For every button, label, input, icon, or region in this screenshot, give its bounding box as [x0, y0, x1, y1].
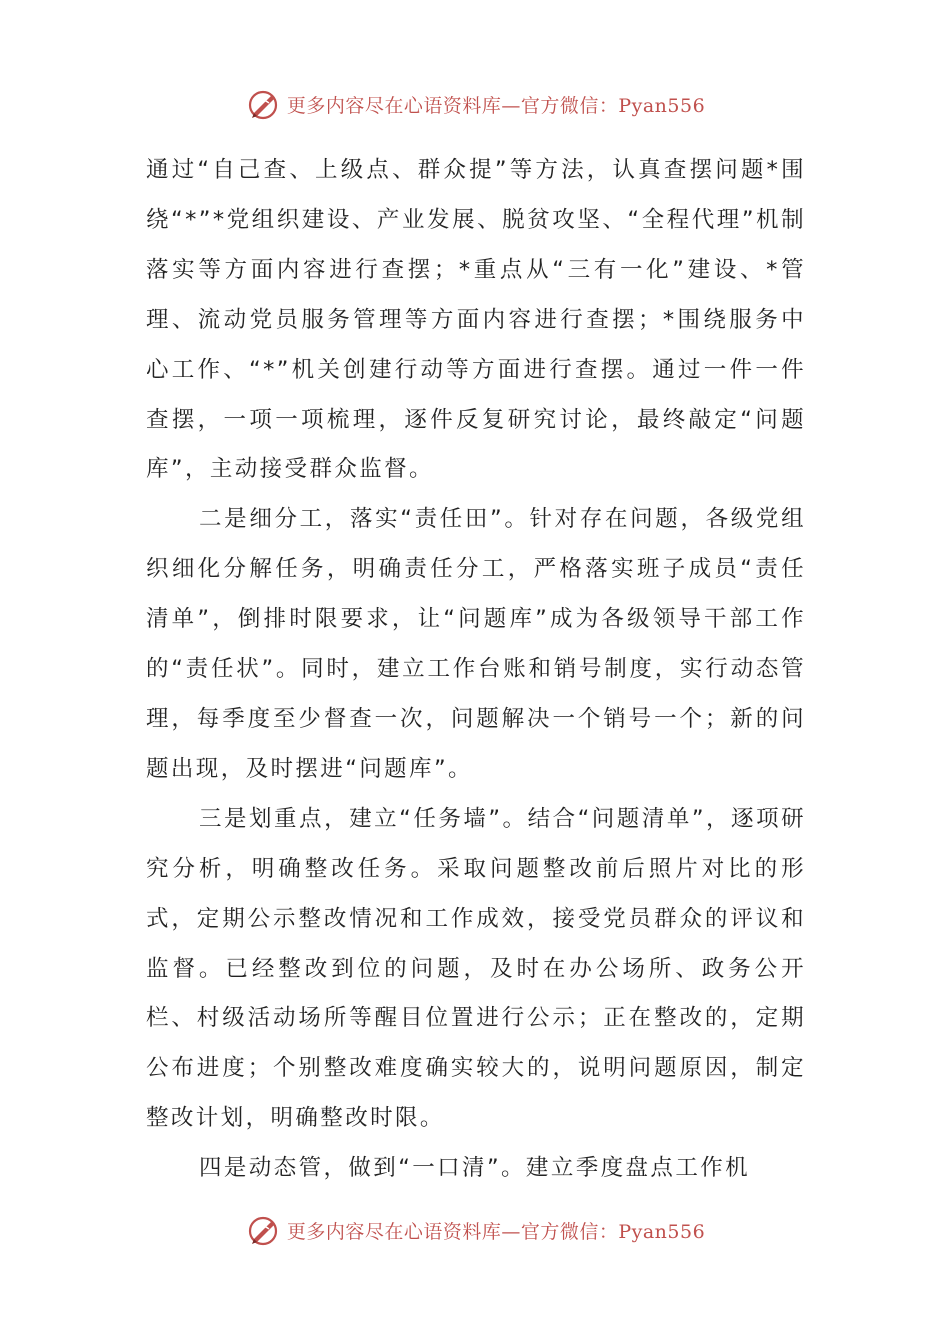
header-banner-text: 更多内容尽在心语资料库—官方微信：Pyan556 [286, 94, 706, 117]
header-banner [0, 84, 950, 124]
pen-circle-logo-icon [245, 1212, 281, 1248]
paragraph-3: 三是划重点，建立“任务墙”。结合“问题清单”，逐项研究分析，明确整改任务。采取问题整改前后照片对比的形式，定期公示整改情况和工作成效，接受党员群众的评议和监督。已经整改到位的问题，及时在办公场所、政务公开栏、村级活动场所等醒目位置进行公示；正在整改的，定期公布进度；个别整改难度确实较大的，说明问题原因，制定整改计划，明确整改时限。 [146, 805, 806, 1132]
footer-banner-text: 更多内容尽在心语资料库—官方微信：Pyan556 [286, 1220, 706, 1243]
pen-circle-logo-icon [245, 86, 281, 122]
footer-banner [0, 1210, 950, 1250]
paragraph-1: 通过“自己查、上级点、群众提”等方法，认真查摆问题*围绕“*”*党组织建设、产业发展、脱贫攻坚、“全程代理”机制落实等方面内容进行查摆；*重点从“三有一化”建设、*管理、流动党员服务管理等方面内容进行查摆；*围绕服务中心工作、“*”机关创建行动等方面进行查摆。通过一件一件查摆，一项一项梳理，逐件反复研究讨论，最终敲定“问题库”，主动接受群众监督。 [146, 157, 806, 483]
paragraph-2: 二是细分工，落实“责任田”。针对存在问题，各级党组织细化分解任务，明确责任分工，严格落实班子成员“责任清单”，倒排时限要求，让“问题库”成为各级领导干部工作的“责任状”。同时，建立工作台账和销号制度，实行动态管理，每季度至少督查一次，问题解决一个销号一个；新的问题出现，及时摆进“问题库”。 [146, 506, 806, 782]
paragraph-4: 四是动态管，做到“一口清”。建立季度盘点工作机 [199, 1155, 751, 1182]
document-body [146, 146, 806, 1194]
